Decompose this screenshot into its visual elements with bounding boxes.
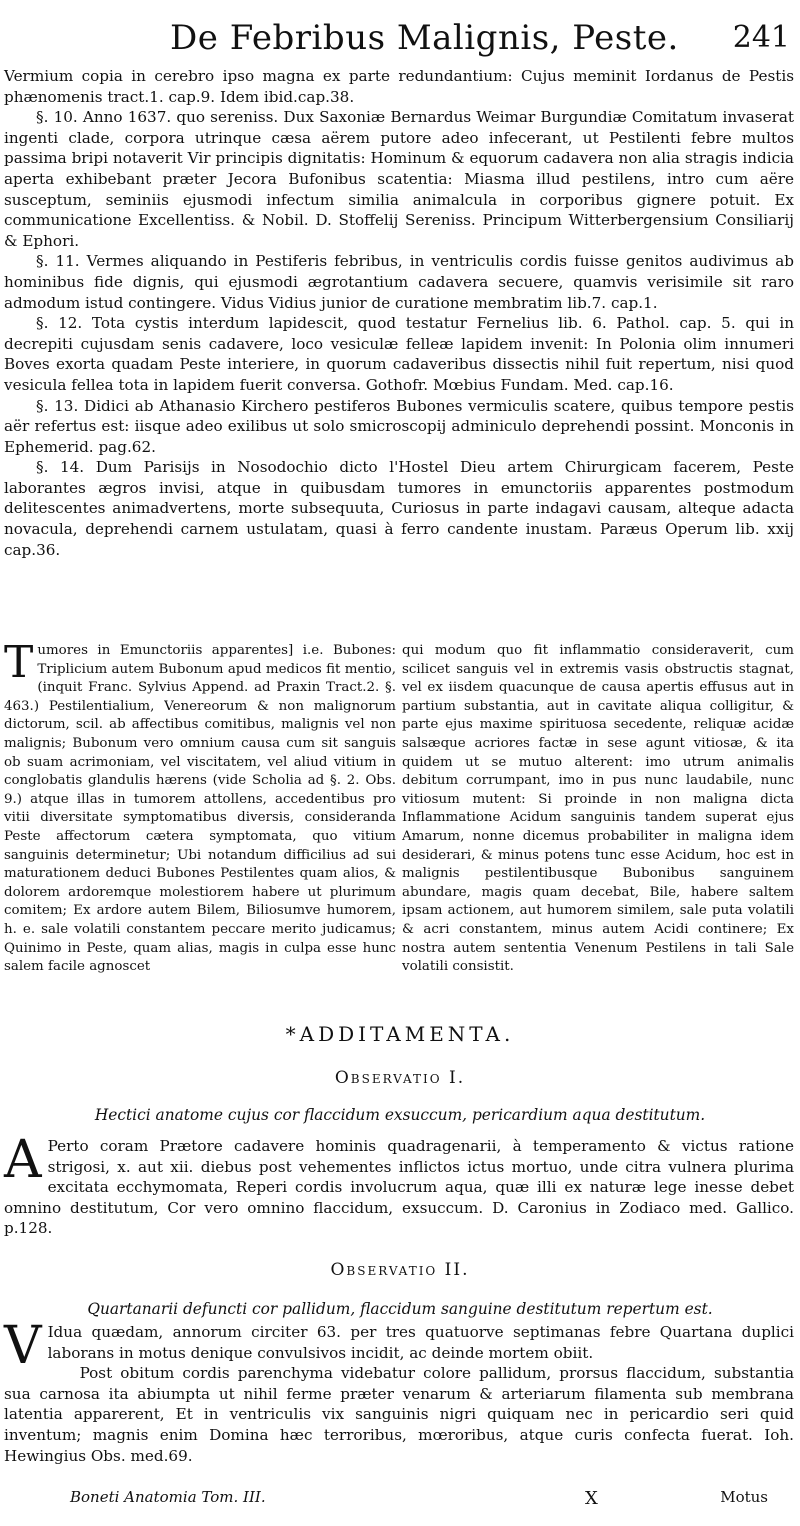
observatio-1-dropcap: A — [4, 1130, 42, 1190]
scholium-dropcap: T — [4, 637, 34, 688]
main-text — [4, 66, 794, 560]
paragraph-section-10: §. 10. Anno 1637. quo sereniss. Dux Saxoniæ Bernardus Weimar Burgundiæ Comitatum invaserat ingenti clade, corpora utrinque cæsa aërem putore adeo infecerant, ut Pestilenti febre multos passima bripi notaverit Vir principis dignitatis: Hominum & equorum cadavera non alia stragis indicia aperta exhibebant præter Jecora Bufonibus scatentia: Miasma illud pestilens, intro cum aëre susceptum, seminiis ejusmodi infectum similia animalcula in corporibus gignere potuit. Ex communicatione Excellentiss. & Nobil. D. Stoffelij Sereniss. Principum Witterbergensium Consiliarij & Ephori. — [4, 108, 794, 250]
page-number: 241 — [732, 20, 790, 55]
quire-letter: X — [585, 1488, 598, 1509]
scholium-columns — [4, 637, 794, 1012]
catchword: Motus — [720, 1488, 768, 1506]
observatio-2-dropcap: V — [4, 1316, 42, 1376]
observatio-1-subtitle: Hectici anatome cujus cor flaccidum exsuccum, pericardium aqua destitutum. — [94, 1106, 706, 1124]
scholium-right-text: qui modum quo fit inflammatio consideraverit, cum scilicet sanguis vel in extremis vasis obstructis stagnat, vel ex iisdem quacunque de causa apertis effusus aut in partium substantia, aut in cavitate aliqua colligitur, & parte ejus maxime spirituosa secedente, reliquæ acidæ salsæque acriores factæ in sese agunt vitiosæ, & ita quidem ut se mutuo alterent: imo utrum animalis debitum corrumpant, imo in pus nunc laudabile, nunc vitiosum mutent: Si proinde in non maligna dicta Inflammatione Acidum sanguinis tandem superat ejus Amarum, nonne dicemus probabiliter in maligna idem desiderari, & minus potens tunc esse Acidum, hoc est in malignis pestilentibusque Bubonibus sanguinem abundare, magis quam decebat, Bile, habere saltem ipsam actionem, aut humorem similem, sale puta volatili & acri constantem, minus autem Acidi continere; Ex nostra autem sententia Venenum Pestilens in tali Sale volatili consistit. — [402, 643, 794, 975]
observatio-1-body: Perto coram Prætore cadavere hominis quadragenarii, à temperamento & victus ratione strigosi, x. aut xii. diebus post vehementes inflictos ictus mortuo, unde citra vulnera plurima excitata ecchymomata, Reperi cordis involucrum aqua, quæ illi ex naturæ lege inesse debet omnino destitutum, Cor vero omnino flaccidum, exsuccum. D. Caronius in Zodiaco med. Gallico. p.128. — [4, 1137, 794, 1238]
paragraph-section-14: §. 14. Dum Parisijs in Nosodochio dicto l'Hostel Dieu artem Chirurgicam facerem, Peste laborantes ægros invisi, atque in quibusdam tumores in emunctoriis apparentes postmodum delitescentes animadvertens, morte subsequuta, Curiosus in parte indagavi causam, alteque adacta novacula, deprehendi carnem ustulatam, quasi à ferro candente inustam. Paræus Operum lib. xxij cap.36. — [4, 458, 794, 559]
paragraph-section-13: §. 13. Didici ab Athanasio Kirchero pestiferos Bubones vermiculis scatere, quibus tempore pestis aër refertus est: iisque adeo exilibus ut solo smicroscopij adminiculo deprehendi possint. Monconis in Ephemerid. pag.62. — [4, 396, 794, 456]
additamenta-heading: *ADDITAMENTA. — [285, 1022, 515, 1046]
observatio-2-body-2: Post obitum cordis parenchyma videbatur colore pallidum, prorsus flaccidum, substantia sua carnosa ita abiumpta ut nihil ferme præter venarum & arteriarum filamenta sub membrana latentia apparerent, Et in ventriculis vix sanguinis nigri quiquam nec in pericardio seri quid inventum; magnis enim Domina hæc terroribus, mœroribus, atque curis confecta fuerat. Ioh. Hewingius Obs. med.69. — [4, 1364, 794, 1465]
paragraph-section-11: §. 11. Vermes aliquando in Pestiferis febribus, in ventriculis cordis fuisse genitos audivimus ab hominibus fide dignis, qui ejusmodi ægrotantium cadavera secuere, quamvis verisimile sit raro admodum istud contingere. Vidus Vidius junior de curatione membratim lib.7. cap.1. — [4, 252, 794, 312]
scholium-left-text: umores in Emunctoriis apparentes] i.e. Bubones: Triplicium autem Bubonum apud medicos fit mentio, (inquit Franc. Sylvius Append. ad Praxin Tract.2. §. 463.) Pestilentialium, Venereorum & non malignorum dictorum, scil. ab affectibus comitibus, malignis vel non malignis; Bubonum vero omnium causa cum sit sanguis ob suam acrimoniam, vel viscitatem, vel aliud vitium in conglobatis glandulis hærens (vide Scholia ad §. 2. Obs. 9.) atque illas in tumorem attollens, accedentibus pro vitii diversitate symptomatibus diversis, consideranda Peste affectorum cætera symptomata, quo vitium sanguinis determinetur; Ubi notandum difficilius ad sui maturationem deduci Bubones Pestilentes quam alios, & dolorem ardoremque molestiorem habere ut plurimum comitem; Ex ardore autem Bilem, Biliosumve humorem, h. e. sale volatili constantem peccare merito judicamus; Quinimo in Peste, quam alias, magis in culpa esse hunc salem facile agnoscet — [4, 643, 396, 975]
paragraph-section-12: §. 12. Tota cystis interdum lapidescit, quod testatur Fernelius lib. 6. Pathol. cap. 5. qui in decrepiti cujusdam senis cadavere, loco vesiculæ felleæ lapidem invenit: In Polonia olim innumeri Boves exorta quadam Peste interiere, in quorum cadaveribus dissectis nihil fuit repertum, nisi quod vesicula fellea tota in lapidem fuerit conversa. Gothofr. Mœbius Fundam. Med. cap.16. — [4, 314, 794, 394]
observatio-1-text — [4, 1130, 794, 1239]
signature-mark: Boneti Anatomia Tom. III. — [70, 1488, 266, 1506]
scholium-left-column — [4, 637, 396, 1012]
observatio-2-subtitle: Quartanarii defuncti cor pallidum, flaccidum sanguine destitutum repertum est. — [87, 1300, 713, 1318]
observatio-2-text — [4, 1316, 794, 1466]
observatio-2-title: Observatio II. — [330, 1260, 470, 1280]
observatio-2-body-1: Idua quædam, annorum circiter 63. per tres quatuorve septimanas febre Quartana duplici laborans in motus denique convulsivos incidit, ac deinde mortem obiit. — [47, 1323, 794, 1362]
paragraph-continuation: Vermium copia in cerebro ipso magna ex parte redundantium: Cujus meminit Iordanus de Pestis phænomenis tract.1. cap.9. Idem ibid.cap.38. — [4, 67, 794, 106]
page-footer — [0, 1488, 800, 1512]
observatio-1-title: Observatio I. — [334, 1068, 466, 1088]
running-title: De Febribus Malignis, Peste. — [170, 18, 679, 58]
scholium-right-column — [402, 642, 794, 1012]
page-header — [0, 18, 800, 72]
